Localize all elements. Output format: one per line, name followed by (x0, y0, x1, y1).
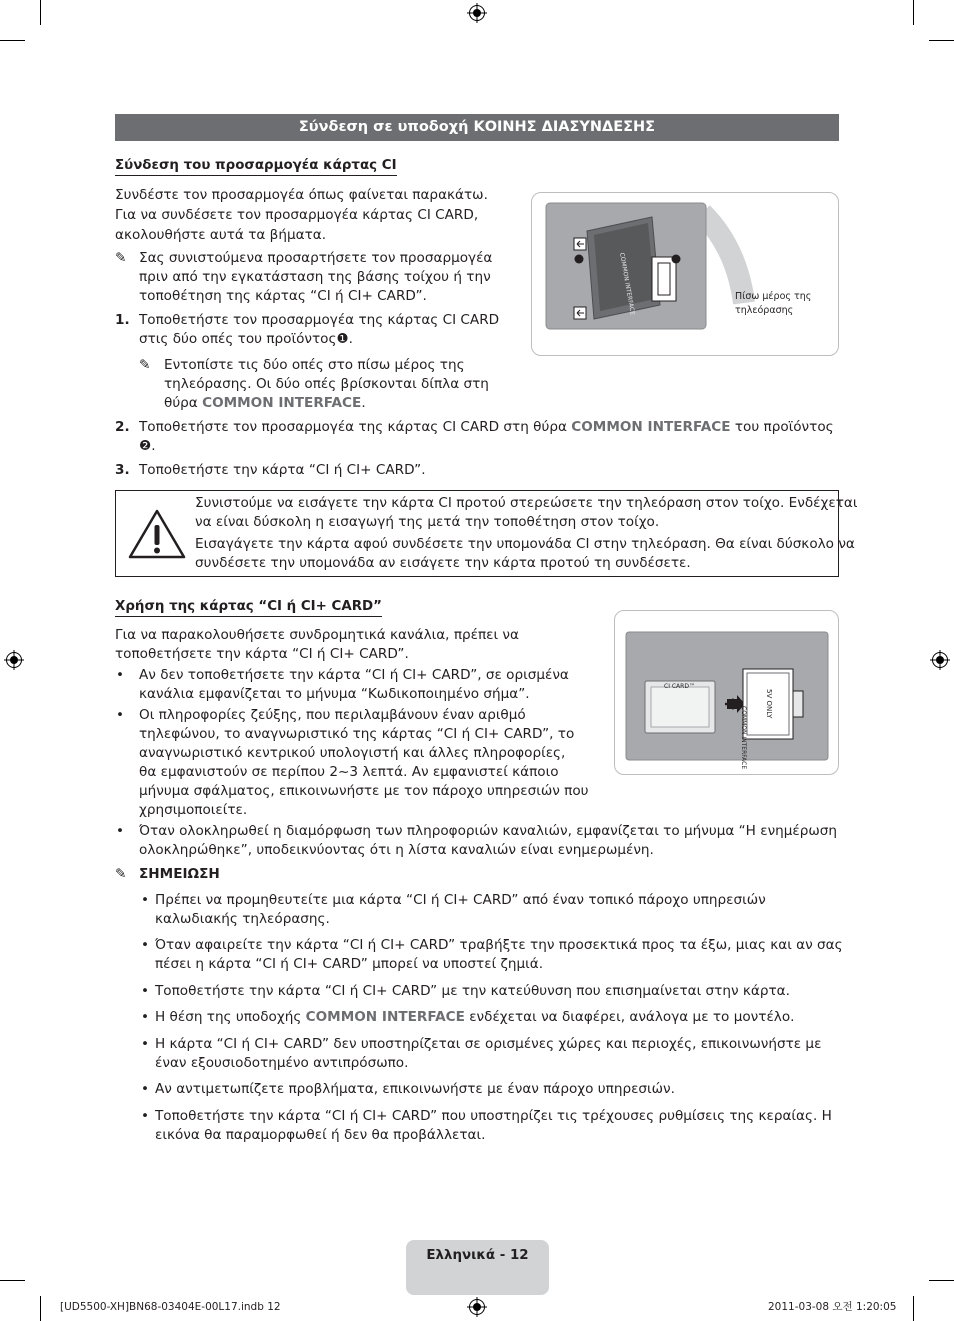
ci-card-label: CI CARD™ (664, 683, 695, 690)
circled-one-icon: ❶ (336, 331, 349, 347)
crop-mark (929, 40, 954, 41)
crop-mark (0, 40, 25, 41)
svg-text:COMMON INTERFACE: COMMON INTERFACE (618, 252, 636, 316)
circled-two-icon: ❷ (139, 438, 152, 454)
part2-bullet-text: θα εμφανιστούν σε περίπου 2~3 λεπτά. Αν εμφανιστεί κάποιο (139, 764, 559, 780)
crop-mark (929, 1280, 954, 1281)
part2-bullet-text: τηλεφώνου, το αναγνωριστικό της κάρτας “CI ή CI+ CARD”, το (139, 726, 575, 742)
crop-mark (0, 1280, 25, 1281)
note-dot: • (141, 937, 150, 953)
part2-bullet-text: αναγνωριστικό κεντρικού υπολογιστή και άλλες πληροφορίες, (139, 745, 566, 761)
part2-bullet-text: Αν δεν τοποθετήσετε την κάρτα “CI ή CI+ CARD”, σε ορισμένα (139, 667, 569, 683)
ci-adapter-illustration (532, 193, 838, 355)
part1-intro: ακολουθήστε αυτά τα βήματα. (115, 227, 327, 243)
part2-bullet-text: ολοκληρώθηκε”, υποδεικνύοντας ότι η λίστα καναλιών είναι ενημερωμένη. (139, 842, 654, 858)
image-caption: Πίσω μέρος της (735, 291, 812, 302)
warning-text: να είναι δύσκολη η εισαγωγή της μετά την τοποθέτηση στον τοίχο. (195, 514, 660, 530)
part2-bullet-text: κανάλια εμφανίζεται το μήνυμα “Κωδικοποιημένο σήμα”. (139, 686, 530, 702)
note-dot: • (141, 1108, 150, 1124)
ci-card-illustration-frame (614, 610, 839, 775)
note-dot: • (141, 892, 150, 908)
part1-intro: Για να συνδέσετε τον προσαρμογέα κάρτας CI CARD, (115, 207, 479, 223)
note-text: καλωδιακής τηλεόρασης. (155, 911, 330, 927)
step2-text: Τοποθετήστε τον προσαρμογέα της κάρτας CI CARD στη θύρα COMMON INTERFACE του προϊόντος (139, 419, 834, 435)
image-caption: τηλεόρασης (735, 305, 794, 316)
step1-note: Εντοπίστε τις δύο οπές στο πίσω μέρος της (164, 357, 465, 373)
registration-mark-icon (4, 650, 24, 670)
warning-text: συνδέσετε την υπομονάδα αν εισάγετε την κάρτα προτού τη συνδέσετε. (195, 555, 691, 571)
note-text: Όταν αφαιρείτε την κάρτα “CI ή CI+ CARD” τραβήξτε την προσεκτικά προς τα έξω, μιας και αν σας (155, 937, 843, 953)
step1-note: τηλεόρασης. Οι δύο οπές βρίσκονται δίπλα στη (164, 376, 489, 392)
crop-mark (40, 1296, 41, 1321)
note-text: Η κάρτα “CI ή CI+ CARD” δεν υποστηρίζεται σε ορισμένες χώρες και περιοχές, επικοινωνήστε με (155, 1036, 822, 1052)
ci-card-illustration (615, 611, 838, 774)
step1-text: Τοποθετήστε τον προσαρμογέα της κάρτας CI CARD (139, 312, 500, 328)
note-dot: • (141, 1081, 150, 1097)
step2-text: ❷. (139, 438, 156, 454)
crop-mark (913, 1296, 914, 1321)
note-dot: • (141, 1036, 150, 1052)
bullet: • (116, 667, 125, 683)
step-number: 3. (115, 462, 130, 478)
note-icon: ✎ (115, 250, 127, 266)
part1-heading: Σύνδεση του προσαρμογέα κάρτας CI (115, 157, 397, 176)
bullet: • (116, 823, 125, 839)
note-text: εικόνα θα παραμορφωθεί ή δεν θα προβάλλεται. (155, 1127, 486, 1143)
section-title: Σύνδεση σε υποδοχή ΚΟΙΝΗΣ ΔΙΑΣΥΝΔΕΣΗΣ (115, 114, 839, 141)
part2-bullet-text: χρησιμοποιείτε. (139, 802, 248, 818)
crop-mark (40, 0, 41, 25)
note-icon: ✎ (115, 866, 127, 882)
warning-text: Συνιστούμε να εισάγετε την κάρτα CI προτού στερεώσετε την τηλεόραση στον τοίχο. Ενδέχεται (195, 495, 858, 511)
step-number: 2. (115, 419, 130, 435)
part1-note: τοποθέτηση της κάρτας “CI ή CI+ CARD”. (139, 288, 427, 304)
note-text: Αν αντιμετωπίζετε προβλήματα, επικοινωνήστε με έναν πάροχο υπηρεσιών. (155, 1081, 675, 1097)
warning-triangle-icon (127, 508, 187, 560)
part2-intro: Για να παρακολουθήσετε συνδρομητικά κανάλια, πρέπει να (115, 627, 519, 643)
note-dot: • (141, 1009, 150, 1025)
step1-text: στις δύο οπές του προϊόντος❶. (139, 331, 353, 347)
note-icon: ✎ (139, 357, 151, 373)
module-label: 5V ONLY (765, 689, 773, 719)
warning-text: Εισαγάγετε την κάρτα αφού συνδέσετε την υπομονάδα CI στην τηλεόραση. Θα είναι δύσκολο να (195, 536, 855, 552)
note-text: πέσει η κάρτα “CI ή CI+ CARD” μπορεί να υποστεί ζημιά. (155, 956, 544, 972)
note-text: Τοποθετήστε την κάρτα “CI ή CI+ CARD” με την κατεύθυνση που επισημαίνεται στην κάρτα. (155, 983, 790, 999)
part2-bullet-text: Όταν ολοκληρωθεί η διαμόρφωση των πληροφοριών καναλιών, εμφανίζεται το μήνυμα “Η ενημέρωση (139, 823, 838, 839)
notes-heading: ΣΗΜΕΙΩΣΗ (139, 866, 220, 882)
part2-bullet-text: Οι πληροφορίες ζεύξης, που περιλαμβάνουν έναν αριθμό (139, 707, 526, 723)
module-label: COMMON INTERFACE (740, 706, 747, 770)
registration-mark-icon (930, 650, 950, 670)
file-info: [UD5500-XH]BN68-03404E-00L17.indb 12 (60, 1301, 281, 1313)
bullet: • (116, 707, 125, 723)
registration-mark-icon (467, 3, 487, 23)
part1-note: Σας συνιστούμενα προσαρτήσετε τον προσαρμογέα (139, 250, 493, 266)
part2-bullet-text: μήνυμα σφάλματος, επικοινωνήστε με τον πάροχο υπηρεσιών που (139, 783, 589, 799)
part2-heading: Χρήση της κάρτας “CI ή CI+ CARD” (115, 598, 382, 617)
note-text: Η θέση της υποδοχής COMMON INTERFACE ενδέχεται να διαφέρει, ανάλογα με το μοντέλο. (155, 1009, 795, 1025)
note-dot: • (141, 983, 150, 999)
part1-intro: Συνδέστε τον προσαρμογέα όπως φαίνεται παρακάτω. (115, 187, 488, 203)
part2-intro: τοποθετήσετε την κάρτα “CI ή CI+ CARD”. (115, 646, 409, 662)
step3-text: Τοποθετήστε την κάρτα “CI ή CI+ CARD”. (139, 462, 426, 478)
step1-note: θύρα COMMON INTERFACE. (164, 395, 366, 411)
note-text: Πρέπει να προμηθευτείτε μια κάρτα “CI ή CI+ CARD” από έναν τοπικό πάροχο υπηρεσιών (155, 892, 766, 908)
step-number: 1. (115, 312, 130, 328)
note-text: έναν εξουσιοδοτημένο αντιπρόσωπο. (155, 1055, 409, 1071)
registration-mark-icon (467, 1297, 487, 1317)
page-number: Ελληνικά - 12 (426, 1248, 529, 1263)
adapter-illustration-frame (531, 192, 839, 356)
note-text: Τοποθετήστε την κάρτα “CI ή CI+ CARD” που υποστηρίζει τις τρέχουσες ρυθμίσεις της κεραίας. Η (155, 1108, 832, 1124)
crop-mark (913, 0, 914, 25)
print-timestamp: 2011-03-08 오전 1:20:05 (768, 1301, 897, 1313)
part1-note: πριν από την εγκατάσταση της βάσης τοίχου ή την (139, 269, 491, 285)
